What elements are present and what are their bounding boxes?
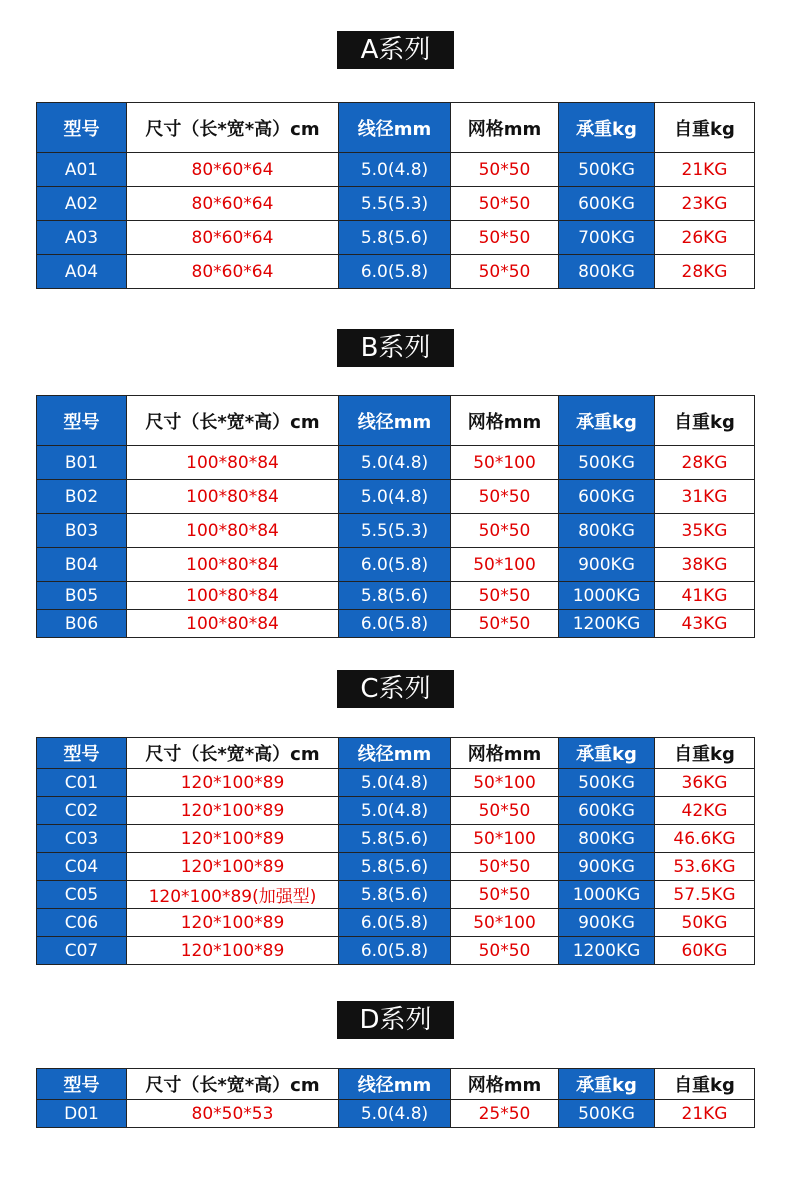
- cell-load-capacity: 1000KG: [559, 881, 655, 909]
- cell-size: 120*100*89: [127, 825, 339, 853]
- cell-mesh: 25*50: [451, 1100, 559, 1128]
- header-wire-diameter: 线径mm: [339, 1069, 451, 1100]
- cell-load-capacity: 1000KG: [559, 582, 655, 610]
- cell-size: 100*80*84: [127, 548, 339, 582]
- table-row: [37, 480, 755, 514]
- cell-mesh: 50*50: [451, 255, 559, 289]
- cell-wire-diameter: 6.0(5.8): [339, 255, 451, 289]
- header-mesh: 网格mm: [451, 1069, 559, 1100]
- table-row: [37, 187, 755, 221]
- spec-table: [36, 1068, 755, 1128]
- cell-wire-diameter: 5.0(4.8): [339, 446, 451, 480]
- cell-load-capacity: 900KG: [559, 548, 655, 582]
- cell-load-capacity: 1200KG: [559, 937, 655, 965]
- cell-load-capacity: 1200KG: [559, 610, 655, 638]
- table-row: [37, 769, 755, 797]
- cell-self-weight: 36KG: [655, 769, 755, 797]
- cell-mesh: 50*50: [451, 797, 559, 825]
- section-title: C系列: [337, 670, 454, 708]
- table-row: [37, 853, 755, 881]
- cell-self-weight: 53.6KG: [655, 853, 755, 881]
- cell-mesh: 50*50: [451, 480, 559, 514]
- table-header-row: [37, 738, 755, 769]
- cell-wire-diameter: 5.8(5.6): [339, 582, 451, 610]
- cell-mesh: 50*50: [451, 514, 559, 548]
- cell-size: 80*60*64: [127, 187, 339, 221]
- table-row: [37, 446, 755, 480]
- cell-model: B06: [37, 610, 127, 638]
- header-mesh: 网格mm: [451, 396, 559, 446]
- cell-load-capacity: 900KG: [559, 853, 655, 881]
- cell-model: A02: [37, 187, 127, 221]
- cell-model: C04: [37, 853, 127, 881]
- header-self-weight: 自重kg: [655, 396, 755, 446]
- header-load-capacity: 承重kg: [559, 103, 655, 153]
- header-model: 型号: [37, 738, 127, 769]
- cell-mesh: 50*50: [451, 937, 559, 965]
- cell-size: 100*80*84: [127, 514, 339, 548]
- header-model: 型号: [37, 103, 127, 153]
- cell-self-weight: 46.6KG: [655, 825, 755, 853]
- table-header-row: [37, 103, 755, 153]
- cell-mesh: 50*100: [451, 769, 559, 797]
- header-mesh: 网格mm: [451, 103, 559, 153]
- table-row: [37, 255, 755, 289]
- cell-wire-diameter: 6.0(5.8): [339, 610, 451, 638]
- table-row: [37, 548, 755, 582]
- table-row: [37, 153, 755, 187]
- cell-wire-diameter: 5.5(5.3): [339, 514, 451, 548]
- cell-size: 80*60*64: [127, 153, 339, 187]
- cell-self-weight: 43KG: [655, 610, 755, 638]
- table-row: [37, 937, 755, 965]
- cell-size: 80*60*64: [127, 255, 339, 289]
- cell-self-weight: 31KG: [655, 480, 755, 514]
- table-row: [37, 825, 755, 853]
- cell-self-weight: 60KG: [655, 937, 755, 965]
- cell-load-capacity: 800KG: [559, 825, 655, 853]
- cell-self-weight: 41KG: [655, 582, 755, 610]
- cell-model: B04: [37, 548, 127, 582]
- header-load-capacity: 承重kg: [559, 396, 655, 446]
- cell-wire-diameter: 5.8(5.6): [339, 881, 451, 909]
- header-size: 尺寸（长*宽*高）cm: [127, 1069, 339, 1100]
- cell-load-capacity: 500KG: [559, 1100, 655, 1128]
- cell-size: 100*80*84: [127, 610, 339, 638]
- cell-self-weight: 38KG: [655, 548, 755, 582]
- table-row: [37, 514, 755, 548]
- header-self-weight: 自重kg: [655, 1069, 755, 1100]
- header-model: 型号: [37, 396, 127, 446]
- cell-mesh: 50*50: [451, 582, 559, 610]
- cell-size: 120*100*89: [127, 909, 339, 937]
- cell-size: 120*100*89: [127, 853, 339, 881]
- cell-model: D01: [37, 1100, 127, 1128]
- header-self-weight: 自重kg: [655, 738, 755, 769]
- cell-self-weight: 21KG: [655, 1100, 755, 1128]
- header-load-capacity: 承重kg: [559, 738, 655, 769]
- cell-model: A03: [37, 221, 127, 255]
- cell-size: 80*50*53: [127, 1100, 339, 1128]
- table-header-row: [37, 396, 755, 446]
- header-mesh: 网格mm: [451, 738, 559, 769]
- cell-self-weight: 50KG: [655, 909, 755, 937]
- cell-load-capacity: 800KG: [559, 514, 655, 548]
- header-self-weight: 自重kg: [655, 103, 755, 153]
- cell-model: B03: [37, 514, 127, 548]
- cell-load-capacity: 500KG: [559, 153, 655, 187]
- section-title: D系列: [337, 1001, 454, 1039]
- cell-mesh: 50*100: [451, 825, 559, 853]
- header-size: 尺寸（长*宽*高）cm: [127, 396, 339, 446]
- header-model: 型号: [37, 1069, 127, 1100]
- cell-wire-diameter: 5.0(4.8): [339, 797, 451, 825]
- cell-self-weight: 42KG: [655, 797, 755, 825]
- header-wire-diameter: 线径mm: [339, 396, 451, 446]
- cell-wire-diameter: 6.0(5.8): [339, 909, 451, 937]
- cell-self-weight: 28KG: [655, 255, 755, 289]
- header-wire-diameter: 线径mm: [339, 103, 451, 153]
- cell-wire-diameter: 5.0(4.8): [339, 480, 451, 514]
- cell-load-capacity: 800KG: [559, 255, 655, 289]
- table-header-row: [37, 1069, 755, 1100]
- cell-model: B05: [37, 582, 127, 610]
- table-row: [37, 797, 755, 825]
- cell-model: A04: [37, 255, 127, 289]
- cell-size: 120*100*89: [127, 797, 339, 825]
- cell-wire-diameter: 6.0(5.8): [339, 937, 451, 965]
- cell-mesh: 50*100: [451, 446, 559, 480]
- table-row: [37, 909, 755, 937]
- table-row: [37, 221, 755, 255]
- cell-self-weight: 23KG: [655, 187, 755, 221]
- cell-model: B01: [37, 446, 127, 480]
- cell-wire-diameter: 5.8(5.6): [339, 221, 451, 255]
- cell-self-weight: 21KG: [655, 153, 755, 187]
- cell-wire-diameter: 5.5(5.3): [339, 187, 451, 221]
- cell-mesh: 50*50: [451, 187, 559, 221]
- cell-model: C02: [37, 797, 127, 825]
- cell-mesh: 50*50: [451, 853, 559, 881]
- cell-wire-diameter: 5.8(5.6): [339, 825, 451, 853]
- cell-self-weight: 28KG: [655, 446, 755, 480]
- cell-size: 120*100*89: [127, 937, 339, 965]
- cell-mesh: 50*50: [451, 881, 559, 909]
- cell-load-capacity: 500KG: [559, 446, 655, 480]
- cell-model: C07: [37, 937, 127, 965]
- cell-mesh: 50*100: [451, 548, 559, 582]
- cell-load-capacity: 500KG: [559, 769, 655, 797]
- cell-wire-diameter: 6.0(5.8): [339, 548, 451, 582]
- cell-size: 80*60*64: [127, 221, 339, 255]
- cell-wire-diameter: 5.0(4.8): [339, 769, 451, 797]
- cell-mesh: 50*50: [451, 610, 559, 638]
- cell-load-capacity: 600KG: [559, 797, 655, 825]
- cell-load-capacity: 600KG: [559, 480, 655, 514]
- header-size: 尺寸（长*宽*高）cm: [127, 738, 339, 769]
- spec-table: [36, 395, 755, 638]
- cell-model: C06: [37, 909, 127, 937]
- cell-model: B02: [37, 480, 127, 514]
- cell-model: C03: [37, 825, 127, 853]
- cell-model: A01: [37, 153, 127, 187]
- cell-mesh: 50*50: [451, 221, 559, 255]
- cell-self-weight: 35KG: [655, 514, 755, 548]
- cell-wire-diameter: 5.0(4.8): [339, 153, 451, 187]
- cell-mesh: 50*100: [451, 909, 559, 937]
- cell-model: C01: [37, 769, 127, 797]
- table-row: [37, 582, 755, 610]
- section-title: A系列: [337, 31, 454, 69]
- cell-size: 120*100*89(加强型): [127, 881, 339, 909]
- header-wire-diameter: 线径mm: [339, 738, 451, 769]
- cell-load-capacity: 600KG: [559, 187, 655, 221]
- spec-table: [36, 102, 755, 289]
- header-size: 尺寸（长*宽*高）cm: [127, 103, 339, 153]
- cell-load-capacity: 700KG: [559, 221, 655, 255]
- cell-size: 100*80*84: [127, 480, 339, 514]
- cell-wire-diameter: 5.0(4.8): [339, 1100, 451, 1128]
- cell-wire-diameter: 5.8(5.6): [339, 853, 451, 881]
- cell-size: 100*80*84: [127, 582, 339, 610]
- cell-load-capacity: 900KG: [559, 909, 655, 937]
- cell-mesh: 50*50: [451, 153, 559, 187]
- table-row: [37, 610, 755, 638]
- cell-size: 120*100*89: [127, 769, 339, 797]
- cell-self-weight: 57.5KG: [655, 881, 755, 909]
- table-row: [37, 881, 755, 909]
- spec-table: [36, 737, 755, 965]
- cell-model: C05: [37, 881, 127, 909]
- section-title: B系列: [337, 329, 454, 367]
- table-row: [37, 1100, 755, 1128]
- cell-self-weight: 26KG: [655, 221, 755, 255]
- cell-size: 100*80*84: [127, 446, 339, 480]
- header-load-capacity: 承重kg: [559, 1069, 655, 1100]
